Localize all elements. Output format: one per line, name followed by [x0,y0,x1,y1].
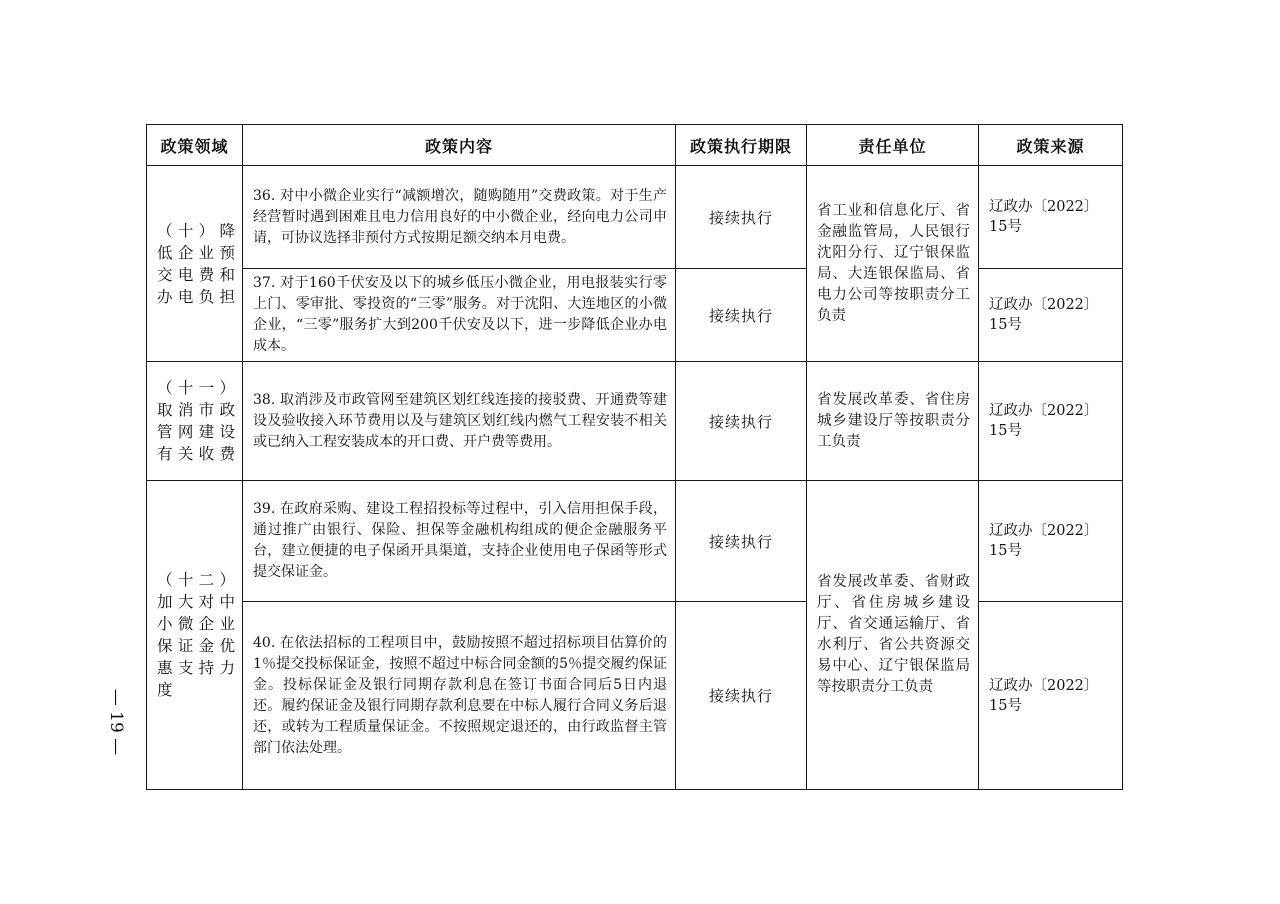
policy-content-cell: 40. 在依法招标的工程项目中，鼓励按照不超过招标项目估算价的1％提交投标保证金，按照不超过中标合同金额的5％提交履约保证金。投标保证金及银行同期存款利息在签订书面合同后5日内退还。履约保证金及银行同期存款利息要在中标人履行合同义务后退还，或转为工程质量保证金。不按照规定退还的，由行政监督主管部门依法处理。 [243,602,676,790]
policy-period-cell: 接续执行 [676,602,807,790]
table-row [147,481,1123,602]
policy-source-cell: 辽政办〔2022〕15号 [979,166,1123,269]
policy-source-cell: 辽政办〔2022〕15号 [979,362,1123,481]
table-header-row [147,125,1123,166]
policy-period-cell: 接续执行 [676,269,807,362]
page-number: — 19 — [106,688,126,756]
policy-content-cell: 38. 取消涉及市政管网至建筑区划红线连接的接驳费、开通费等建设及验收接入环节费用以及与建筑区划红线内燃气工程安装不相关或已纳入工程安装成本的开口费、开户费等费用。 [243,362,676,481]
header-policy-source: 政策来源 [979,125,1123,166]
table-row [147,166,1123,269]
policy-table [146,124,1123,790]
policy-content-cell: 36. 对中小微企业实行“减额增次，随购随用”交费政策。对于生产经营暂时遇到困难且电力信用良好的中小微企业，经向电力公司申请，可协议选择非预付方式按期足额交纳本月电费。 [243,166,676,269]
header-policy-domain: 政策领域 [147,125,243,166]
policy-domain-cell: （十）降低企业预交电费和办电负担 [147,166,243,362]
responsible-unit-cell: 省工业和信息化厅、省金融监管局，人民银行沈阳分行、辽宁银保监局、大连银保监局、省电力公司等按职责分工负责 [807,166,979,362]
header-responsible-unit: 责任单位 [807,125,979,166]
policy-content-cell: 37. 对于160千伏安及以下的城乡低压小微企业，用电报装实行零上门、零审批、零投资的“三零”服务。对于沈阳、大连地区的小微企业，“三零”服务扩大到200千伏安及以下，进一步降低企业办电成本。 [243,269,676,362]
policy-content-cell: 39. 在政府采购、建设工程招投标等过程中，引入信用担保手段，通过推广由银行、保险、担保等金融机构组成的便企金融服务平台，建立便捷的电子保函开具渠道，支持企业使用电子保函等形式提交保证金。 [243,481,676,602]
policy-domain-cell: （十一）取消市政管网建设有关收费 [147,362,243,481]
policy-source-cell: 辽政办〔2022〕15号 [979,602,1123,790]
policy-period-cell: 接续执行 [676,166,807,269]
table-row [147,362,1123,481]
policy-period-cell: 接续执行 [676,481,807,602]
policy-source-cell: 辽政办〔2022〕15号 [979,269,1123,362]
policy-period-cell: 接续执行 [676,362,807,481]
header-policy-content: 政策内容 [243,125,676,166]
responsible-unit-cell: 省发展改革委、省财政厅、省住房城乡建设厅、省交通运输厅、省水利厅、省公共资源交易中心、辽宁银保监局等按职责分工负责 [807,481,979,790]
policy-source-cell: 辽政办〔2022〕15号 [979,481,1123,602]
header-policy-period: 政策执行期限 [676,125,807,166]
policy-domain-cell: （十二）加大对中小微企业保证金优惠支持力度 [147,481,243,790]
responsible-unit-cell: 省发展改革委、省住房城乡建设厅等按职责分工负责 [807,362,979,481]
